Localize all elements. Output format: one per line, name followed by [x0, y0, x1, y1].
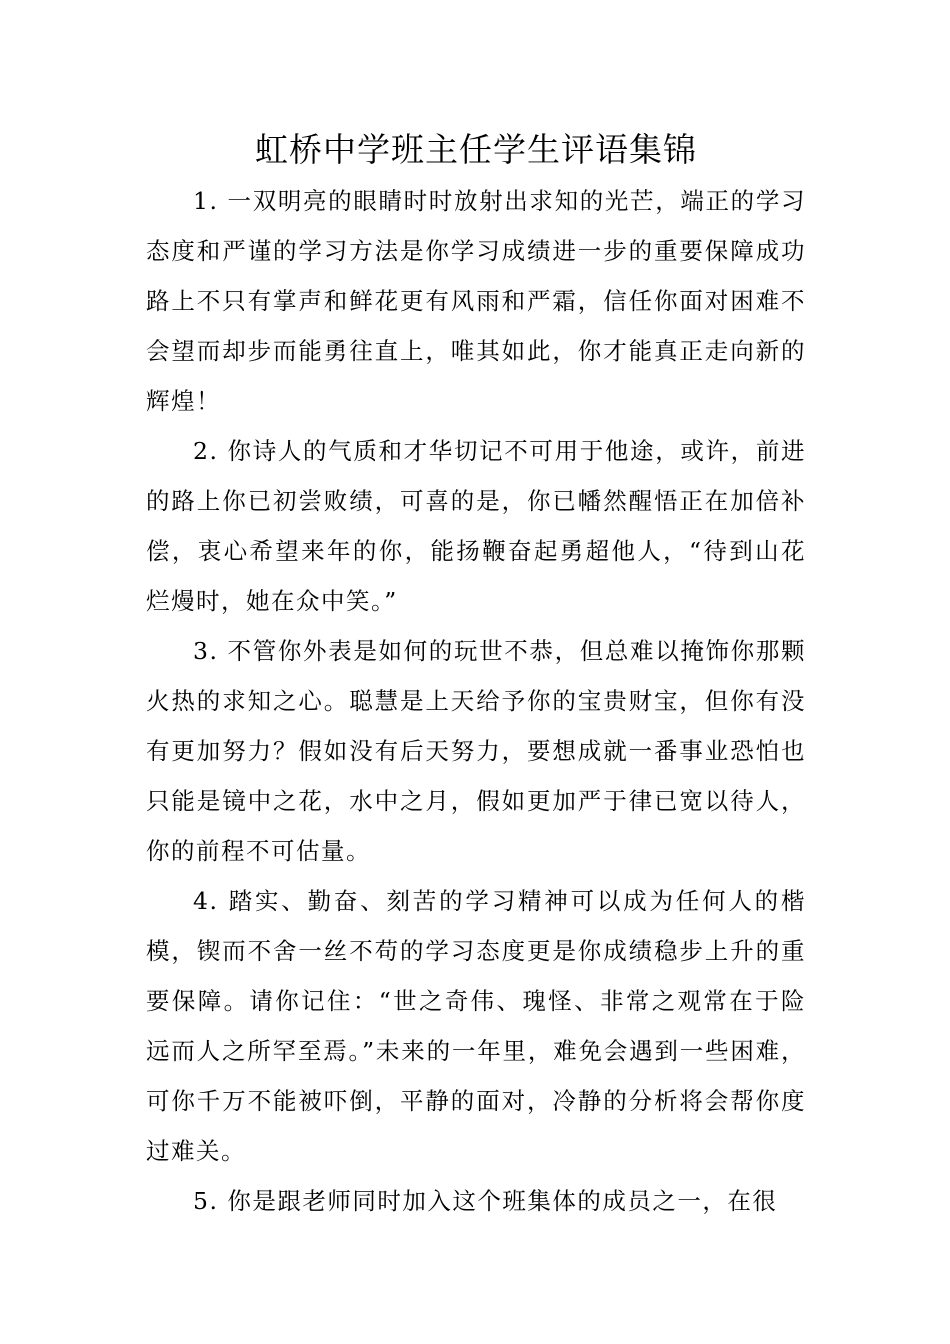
comment-paragraph-3: 3. 不管你外表是如何的玩世不恭，但总难以掩饰你那颗火热的求知之心。聪慧是上天给予你的宝贵财宝，但你有没有更加努力？假如没有后天努力，要想成就一番事业恐怕也只能是镜中之花，水中之月，假如更加严于律已宽以待人，你的前程不可估量。 [146, 637, 807, 865]
document-body [146, 176, 806, 1226]
comment-paragraph-1: 1. 一双明亮的眼睛时时放射出求知的光芒，端正的学习态度和严谨的学习方法是你学习成绩进一步的重要保障成功路上不只有掌声和鲜花更有风雨和严霜，信任你面对困难不会望而却步而能勇往直上，唯其如此，你才能真正走向新的辉煌！ [146, 187, 807, 415]
comment-paragraph-4: 4. 踏实、勤奋、刻苦的学习精神可以成为任何人的楷模，锲而不舍一丝不苟的学习态度更是你成绩稳步上升的重要保障。请你记住：“世之奇伟、瑰怪、非常之观常在于险远而人之所罕至焉。”未来的一年里，难免会遇到一些困难，可你千万不能被吓倒，平静的面对，冷静的分析将会帮你度过难关。 [146, 887, 806, 1165]
comment-paragraph-5: 5. 你是跟老师同时加入这个班集体的成员之一，在很 [193, 1187, 778, 1215]
comment-paragraph-2: 2. 你诗人的气质和才华切记不可用于他途，或许，前进的路上你已初尝败绩，可喜的是，你已幡然醒悟正在加倍补偿，衷心希望来年的你，能扬鞭奋起勇超他人，“待到山花烂熳时，她在众中笑。” [146, 437, 807, 615]
document-title: 虹桥中学班主任学生评语集锦 [255, 130, 697, 169]
